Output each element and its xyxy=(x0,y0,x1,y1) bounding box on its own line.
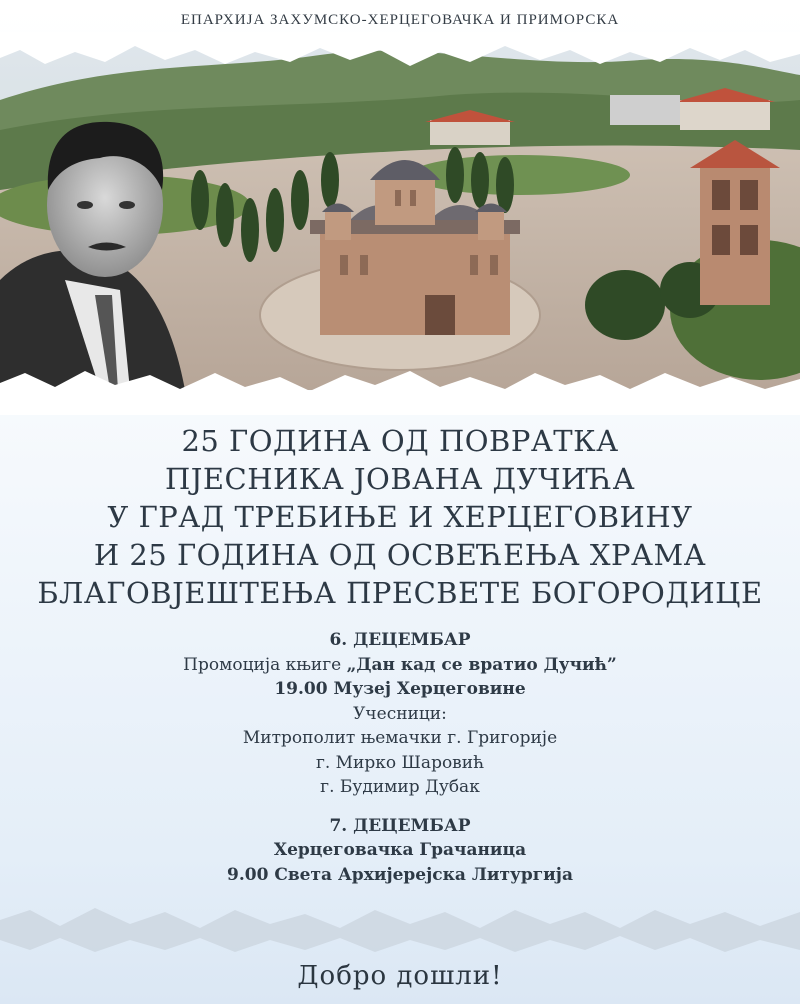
title-line: ПЈЕСНИКА ЈОВАНА ДУЧИЋА xyxy=(164,462,636,496)
participant: г. Мирко Шаровић xyxy=(315,752,485,773)
title-line: У ГРАД ТРЕБИЊЕ И ХЕРЦЕГОВИНУ xyxy=(107,500,693,534)
participants-label: Учесници: xyxy=(353,703,447,724)
eparchy-header: ЕПАРХИЈА ЗАХУМСКО-ХЕРЦЕГОВАЧКА И ПРИМОРСКА xyxy=(180,12,620,28)
book-title: „Дан кад се вратио Дучић” xyxy=(346,654,617,675)
main-title xyxy=(0,422,800,612)
title-line: 25 ГОДИНА ОД ПОВРАТКА xyxy=(181,424,619,458)
event2-date: 7. ДЕЦЕМБАР xyxy=(329,815,471,836)
torn-edge-bottom xyxy=(0,365,800,415)
title-line: И 25 ГОДИНА ОД ОСВЕЋЕЊА ХРАМА xyxy=(93,538,707,572)
event2-service: 9.00 Света Архијерејска Литургија xyxy=(227,864,573,885)
events-schedule xyxy=(0,628,800,887)
participant: Митрополит њемачки г. Григорије xyxy=(242,728,558,748)
event1-date: 6. ДЕЦЕМБАР xyxy=(329,630,471,650)
book-promotion xyxy=(0,653,800,678)
event2-place: Херцеговачка Грачаница xyxy=(273,840,527,860)
event1-time-place: 19.00 Музеј Херцеговине xyxy=(274,679,526,699)
welcome-text: Добро дошли! xyxy=(297,961,503,991)
participant: г. Будимир Дубак xyxy=(320,777,480,797)
torn-edge-top xyxy=(0,32,800,72)
promo-prefix: Промоција књиге xyxy=(183,654,347,675)
title-line: БЛАГОВЈЕШТЕЊА ПРЕСВЕТЕ БОГОРОДИЦЕ xyxy=(37,576,763,610)
church-aerial-photo xyxy=(0,40,800,390)
torn-edge-footer xyxy=(0,900,800,960)
